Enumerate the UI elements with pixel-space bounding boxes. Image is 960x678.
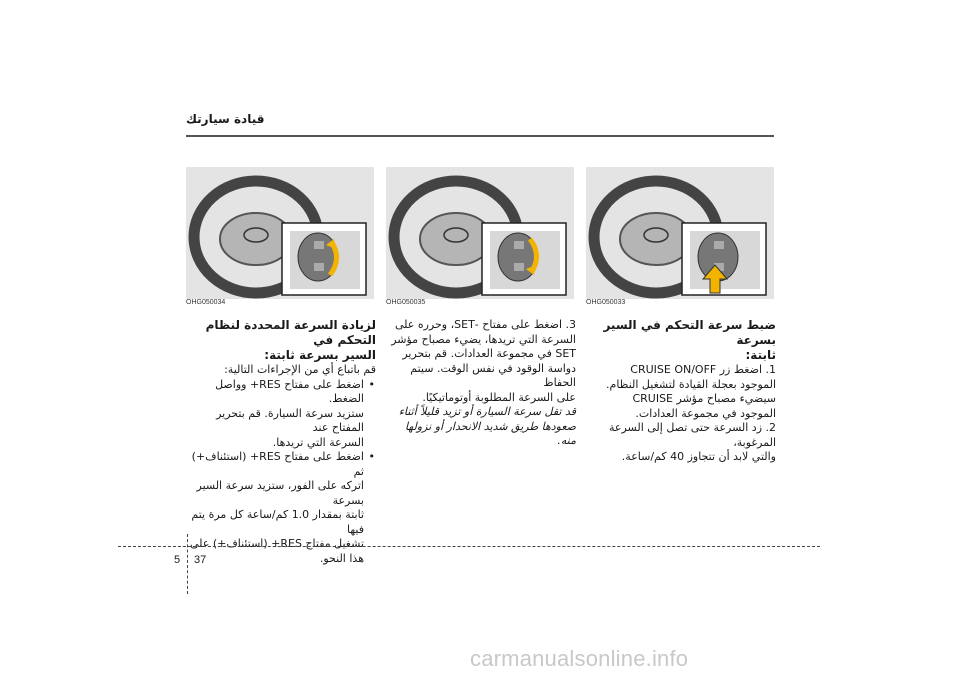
bullet-line: السرعة التي تريدها.	[272, 435, 364, 449]
bullet-line: تشغيل مفتاح RES+ (استئناف+) على	[189, 537, 364, 550]
watermark: carmanualsonline.info	[470, 646, 689, 671]
section-title: قيادة سيارتك	[186, 112, 265, 126]
footer-rule	[118, 546, 820, 547]
text-column-left	[186, 318, 376, 566]
step-1-line: الموجود بعجلة القيادة لتشغيل النظام.	[606, 377, 776, 391]
step-3-line: على السرعة المطلوبة أوتوماتيكيًا.	[422, 390, 576, 404]
step-3-line: SET في مجموعة العدادات. قم بتحرير	[402, 347, 576, 360]
step-2-line: 2. زد السرعة حتى تصل إلى السرعة المرغوبة،	[609, 421, 776, 449]
step-3-line: دواسة الوقود في نفس الوقت. سيتم الحفاظ	[410, 361, 576, 389]
bullet-item	[186, 450, 364, 566]
bullet-line: هذا النحو.	[319, 551, 364, 565]
figure-code: OHG050033	[586, 299, 626, 306]
steering-wheel-image-cruise	[586, 167, 774, 299]
bullet-list	[186, 378, 376, 567]
chapter-number: 5	[174, 554, 181, 566]
section-heading: لزيادة السرعة المحددة لنظام التحكم في	[205, 318, 376, 347]
step-3-line: 3. اضغط على مفتاح -SET، وحرره على	[394, 318, 576, 331]
step-3-line: السرعة التي تريدها، يضيء مصباح مؤشر	[391, 332, 576, 346]
footer-divider	[187, 534, 188, 594]
page-number: 37	[194, 554, 207, 566]
header-rule	[186, 135, 774, 137]
bullet-line: ثابتة بمقدار 1.0 كم/ساعة كل مرة يتم فيها	[191, 508, 364, 536]
bullet-item	[186, 378, 364, 451]
steering-wheel-image-res	[186, 167, 374, 299]
step-1-line: سيضيء مصباح مؤشر CRUISE	[632, 392, 776, 405]
bullet-line: اتركه على الفور، ستزيد سرعة السير بسرعة	[196, 479, 364, 507]
figure-code: OHG050034	[186, 299, 226, 306]
note-line: صعودها طريق شديد الانحدار أو نزولها منه.	[405, 419, 576, 447]
note-line: قد تقل سرعة السيارة أو تزيد قليلاً أثناء	[398, 405, 576, 418]
step-1-line: الموجود في مجموعة العدادات.	[635, 406, 776, 420]
step-1-line: 1. اضغط زر CRUISE ON/OFF	[630, 363, 776, 376]
bullet-line: ستزيد سرعة السيارة. قم بتحرير المفتاح عند	[216, 406, 364, 434]
section-heading-cont: ثابتة:	[745, 348, 776, 362]
bullet-line: • اضغط على مفتاح RES+ (استئناف+) ثم	[191, 450, 364, 478]
section-heading: ضبط سرعة التحكم في السير بسرعة	[603, 318, 776, 347]
section-heading-cont: السير بسرعة ثابتة:	[264, 348, 376, 362]
text-column-right	[586, 318, 776, 465]
figure-code: OHG050035	[386, 299, 426, 306]
intro-text: قم باتباع أي من الإجراءات التالية:	[224, 363, 376, 376]
steering-wheel-image-set	[386, 167, 574, 299]
bullet-line: • اضغط على مفتاح RES+ وواصل الضغط.	[215, 377, 364, 405]
step-2-line: والتي لابد أن تتجاوز 40 كم/ساعة.	[621, 450, 776, 463]
text-column-middle	[386, 318, 576, 449]
